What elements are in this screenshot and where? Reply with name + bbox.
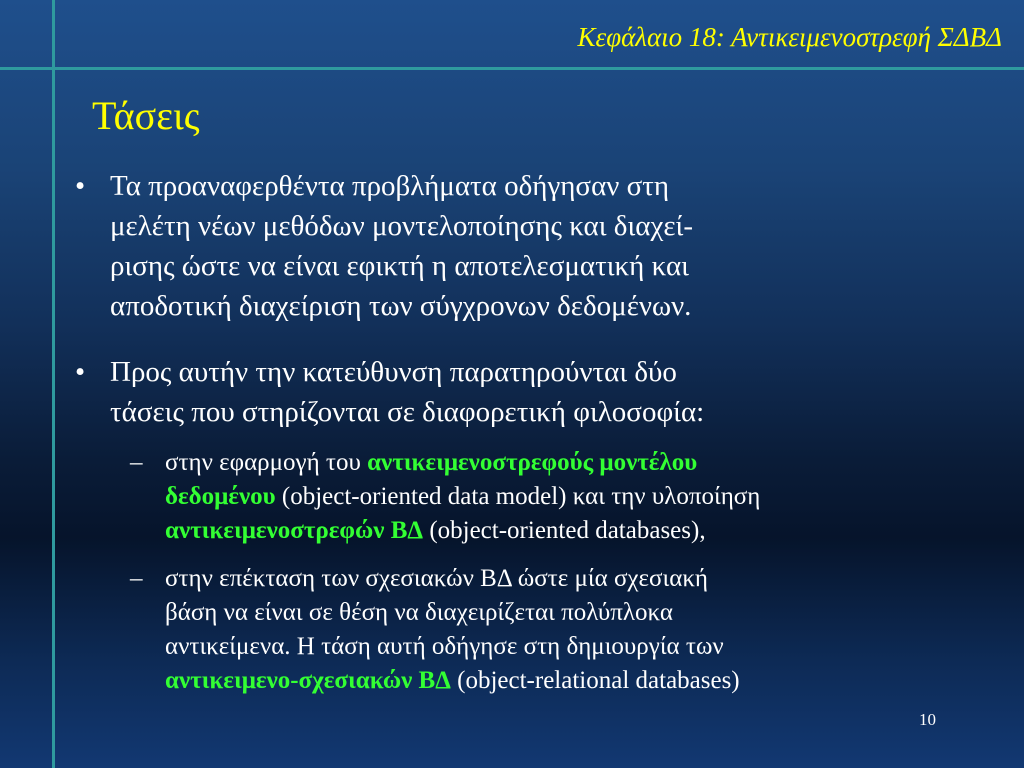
subbullet-2-line-4 bbox=[165, 664, 995, 698]
bullet-2 bbox=[110, 352, 990, 432]
bullet-1-line-3: ρισης ώστε να είναι εφικτή η αποτελεσματική και bbox=[110, 250, 689, 282]
highlight-term: αντικειμενοστρεφών ΒΔ bbox=[165, 517, 424, 544]
page-number: 10 bbox=[919, 710, 936, 729]
bullet-2-line-1: Προς αυτήν την κατεύθυνση παρατηρούνται δύο bbox=[110, 356, 677, 388]
highlight-term: αντικειμενο-σχεσιακών ΒΔ bbox=[165, 667, 451, 694]
bullet-1-line-1: Τα προαναφερθέντα προβλήματα οδήγησαν στη bbox=[110, 170, 670, 202]
subbullet-2-line-1: στην επέκταση των σχεσιακών ΒΔ ώστε μία σχεσιακή bbox=[165, 565, 708, 592]
header-divider-line bbox=[0, 67, 1024, 70]
left-vertical-rule bbox=[52, 0, 55, 768]
subbullet-1-line-3 bbox=[165, 514, 995, 548]
bullet-1 bbox=[110, 166, 990, 326]
bullet-marker: • bbox=[75, 356, 86, 388]
subbullet-1-line-2 bbox=[165, 480, 995, 514]
subbullet-marker: – bbox=[130, 449, 143, 476]
subbullet-2-line-2: βάση να είναι σε θέση να διαχειρίζεται πολύπλοκα bbox=[165, 599, 674, 626]
chapter-header: Κεφάλαιο 18: Αντικειμενοστρεφή ΣΔΒΔ bbox=[577, 22, 1002, 52]
slide-title: Τάσεις bbox=[92, 93, 200, 138]
subbullet-1-text: (object-oriented databases), bbox=[423, 517, 706, 544]
subbullet-2-text: (object-relational databases) bbox=[450, 667, 740, 694]
subbullet-2 bbox=[165, 562, 995, 698]
subbullet-1-text: στην εφαρμογή του bbox=[165, 449, 368, 476]
bullet-1-line-4: αποδοτική διαχείριση των σύγχρονων δεδομένων. bbox=[110, 290, 692, 322]
bullet-2-line-2: τάσεις που στηρίζονται σε διαφορετική φιλοσοφία: bbox=[110, 396, 705, 428]
bullet-marker: • bbox=[75, 170, 86, 202]
subbullet-1 bbox=[165, 446, 995, 548]
highlight-term: αντικειμενοστρεφούς μοντέλου bbox=[367, 449, 698, 476]
subbullet-1-line-1 bbox=[165, 446, 995, 480]
subbullet-1-text: (object-oriented data model) και την υλοποίηση bbox=[275, 483, 761, 510]
bullet-1-line-2: μελέτη νέων μεθόδων μοντελοποίησης και διαχεί- bbox=[110, 210, 693, 242]
highlight-term: δεδομένου bbox=[165, 483, 276, 510]
subbullet-2-line-3: αντικείμενα. Η τάση αυτή οδήγησε στη δημιουργία των bbox=[165, 633, 724, 660]
subbullet-marker: – bbox=[130, 565, 143, 592]
